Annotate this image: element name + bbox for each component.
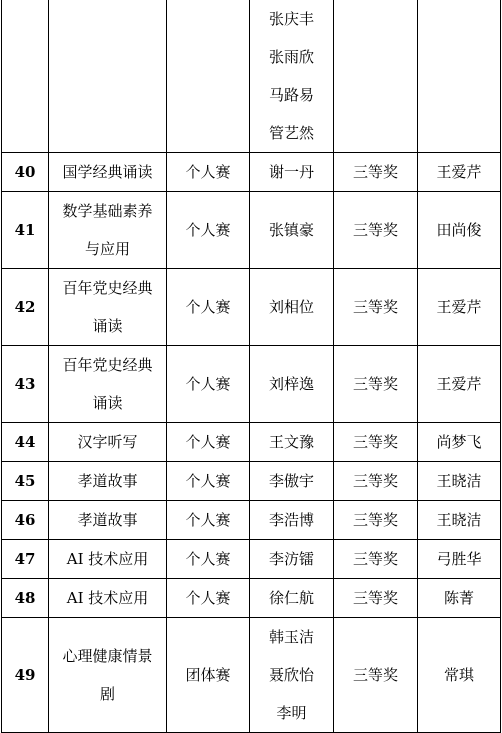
table-row [2,540,501,579]
students-line: 张镇豪 [268,221,314,239]
students-line: 张庆丰 [268,10,314,28]
students-line: 刘相位 [268,298,314,316]
students-cell [250,153,334,192]
event-line: 剧 [99,685,115,703]
competition-type-cell: 个人赛 [167,346,250,423]
event-line: 国学经典诵读 [62,163,153,181]
students-line: 李汸镭 [268,550,314,568]
event-line: 百年党史经典 [62,356,153,374]
students-line: 管艺然 [268,124,314,142]
event-cell [49,540,167,579]
table-row [2,269,501,346]
teacher-cell: 田尚俊 [418,192,501,269]
event-line: 数学基础素养 [62,202,153,220]
row-number-cell: 41 [2,192,49,269]
students-line: 张雨欣 [268,48,314,66]
students-line: 李傲宇 [268,472,314,490]
students-cell [250,0,334,153]
competition-type-cell: 团体赛 [167,618,250,733]
event-cell [49,269,167,346]
award-cell: 三等奖 [334,153,418,192]
award-cell: 三等奖 [334,192,418,269]
competition-type-cell [167,0,250,153]
event-line: 心理健康情景 [62,647,153,665]
event-line: 与应用 [84,240,130,258]
event-cell [49,346,167,423]
event-line: 汉字听写 [77,433,138,451]
teacher-cell [418,0,501,153]
students-cell [250,579,334,618]
teacher-cell: 王爱芹 [418,269,501,346]
award-cell: 三等奖 [334,618,418,733]
awards-table-body [2,0,501,733]
row-number-cell: 40 [2,153,49,192]
award-cell: 三等奖 [334,269,418,346]
competition-type-cell: 个人赛 [167,540,250,579]
event-cell [49,501,167,540]
students-line: 王文豫 [268,433,314,451]
event-cell [49,423,167,462]
teacher-cell: 王爱芹 [418,346,501,423]
students-line: 谢一丹 [268,163,314,181]
award-cell: 三等奖 [334,423,418,462]
row-number-cell: 44 [2,423,49,462]
students-cell [250,540,334,579]
award-cell: 三等奖 [334,462,418,501]
students-line: 聂欣怡 [268,666,314,684]
award-cell: 三等奖 [334,540,418,579]
teacher-cell: 王晓洁 [418,462,501,501]
competition-type-cell: 个人赛 [167,153,250,192]
award-cell [334,0,418,153]
students-line: 李浩博 [268,511,314,529]
students-cell [250,192,334,269]
event-line: AI 技术应用 [66,550,149,568]
event-cell [49,579,167,618]
teacher-cell: 常琪 [418,618,501,733]
competition-type-cell: 个人赛 [167,269,250,346]
table-row [2,346,501,423]
teacher-cell: 王爱芹 [418,153,501,192]
teacher-cell: 王晓洁 [418,501,501,540]
event-line: 孝道故事 [77,511,138,529]
row-number-cell: 43 [2,346,49,423]
award-cell: 三等奖 [334,346,418,423]
table-row [2,153,501,192]
row-number-cell: 47 [2,540,49,579]
students-cell [250,269,334,346]
students-line: 李明 [276,704,307,722]
event-line: 诵读 [92,317,123,335]
competition-type-cell: 个人赛 [167,579,250,618]
competition-type-cell: 个人赛 [167,462,250,501]
table-row [2,501,501,540]
event-cell [49,192,167,269]
row-number-cell [2,0,49,153]
table-row [2,579,501,618]
students-cell [250,346,334,423]
event-cell [49,153,167,192]
row-number-cell: 49 [2,618,49,733]
table-row [2,0,501,153]
table-row [2,618,501,733]
table-row [2,192,501,269]
row-number-cell: 42 [2,269,49,346]
event-line: 百年党史经典 [62,279,153,297]
students-cell [250,618,334,733]
students-line: 马路易 [268,86,314,104]
students-cell [250,423,334,462]
students-line: 韩玉洁 [268,628,314,646]
event-line: 孝道故事 [77,472,138,490]
teacher-cell: 尚梦飞 [418,423,501,462]
teacher-cell: 弓胜华 [418,540,501,579]
students-cell [250,462,334,501]
competition-type-cell: 个人赛 [167,423,250,462]
event-cell [49,618,167,733]
event-line: 诵读 [92,394,123,412]
award-cell: 三等奖 [334,501,418,540]
table-row [2,462,501,501]
row-number-cell: 45 [2,462,49,501]
students-line: 刘梓逸 [268,375,314,393]
competition-type-cell: 个人赛 [167,501,250,540]
row-number-cell: 46 [2,501,49,540]
event-cell [49,462,167,501]
row-number-cell: 48 [2,579,49,618]
competition-type-cell: 个人赛 [167,192,250,269]
table-row [2,423,501,462]
event-line: AI 技术应用 [66,589,149,607]
awards-table [1,0,501,733]
award-cell: 三等奖 [334,579,418,618]
teacher-cell: 陈菁 [418,579,501,618]
students-line: 徐仁航 [268,589,314,607]
event-cell [49,0,167,153]
students-cell [250,501,334,540]
